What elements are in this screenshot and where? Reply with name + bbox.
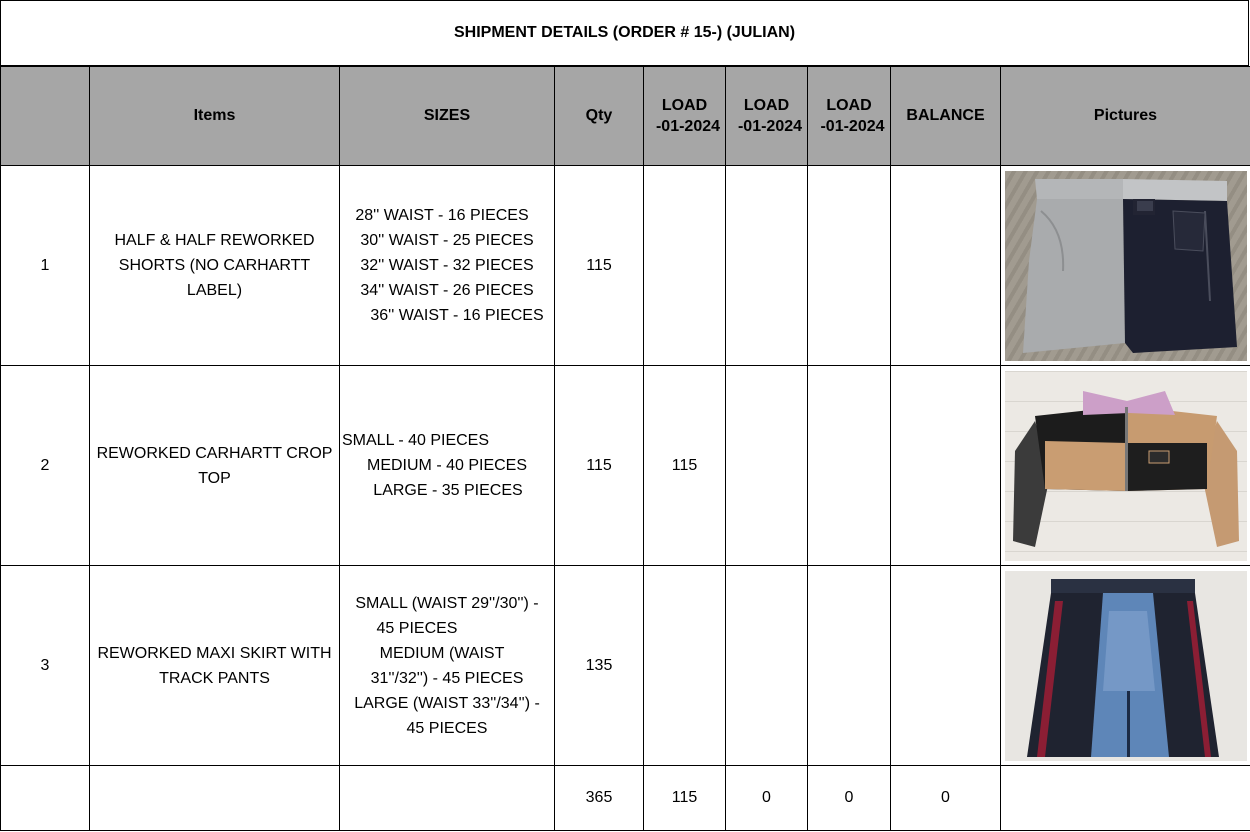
item-sizes (340, 166, 555, 366)
item-load-2 (726, 166, 808, 366)
size-line: 45 PIECES (376, 619, 458, 637)
total-load-1: 115 (644, 766, 726, 831)
item-name-line: SHORTS (NO CARHARTT LABEL) (118, 257, 311, 299)
size-line: LARGE (WAIST 33''/34'') - (354, 694, 540, 712)
total-balance: 0 (891, 766, 1001, 831)
shipment-table (0, 66, 1250, 831)
size-line: SMALL - 40 PIECES (342, 432, 490, 449)
header-load-3-line1: LOAD (826, 97, 872, 114)
header-items: Items (90, 67, 340, 166)
item-qty: 115 (555, 366, 644, 566)
header-row (1, 67, 1250, 166)
item-load-3 (808, 166, 891, 366)
header-load-1 (644, 67, 726, 166)
item-qty: 135 (555, 566, 644, 766)
size-line: LARGE - 35 PIECES (373, 482, 523, 499)
total-qty: 365 (555, 766, 644, 831)
size-line: 45 PIECES (406, 719, 488, 737)
total-load-2: 0 (726, 766, 808, 831)
item-sizes (340, 566, 555, 766)
item-load-3 (808, 566, 891, 766)
header-no (1, 67, 90, 166)
table-row (1, 166, 1250, 366)
item-qty: 115 (555, 166, 644, 366)
totals-empty-sizes (340, 766, 555, 831)
size-line: 36'' WAIST - 16 PIECES (370, 307, 544, 324)
size-line: 28'' WAIST - 16 PIECES (355, 207, 529, 224)
item-balance (891, 166, 1001, 366)
row-number: 3 (1, 566, 90, 766)
size-line: 32'' WAIST - 32 PIECES (360, 257, 534, 274)
item-load-2 (726, 366, 808, 566)
header-qty: Qty (555, 67, 644, 166)
header-load-1-line2: -01-2024 (655, 118, 721, 135)
item-load-1 (644, 566, 726, 766)
item-balance (891, 366, 1001, 566)
totals-empty-items (90, 766, 340, 831)
header-load-1-line1: LOAD (661, 97, 708, 114)
size-line: SMALL (WAIST 29''/30'') - (355, 594, 539, 612)
header-load-2-line2: -01-2024 (737, 118, 803, 135)
item-picture-cell (1001, 166, 1250, 366)
item-sizes (340, 366, 555, 566)
item-balance (891, 566, 1001, 766)
header-pictures: Pictures (1001, 67, 1250, 166)
item-load-1 (644, 166, 726, 366)
item-load-1: 115 (644, 366, 726, 566)
total-load-3: 0 (808, 766, 891, 831)
item-name-line: TOP (198, 469, 231, 487)
row-number: 1 (1, 166, 90, 366)
sheet-title: SHIPMENT DETAILS (ORDER # 15-) (JULIAN) (0, 0, 1249, 66)
table-row (1, 366, 1250, 566)
header-balance: BALANCE (891, 67, 1001, 166)
size-line: 34'' WAIST - 26 PIECES (360, 282, 534, 299)
crop-top-jacket-photo (1005, 371, 1247, 561)
item-name-line: REWORKED MAXI SKIRT WITH (97, 644, 332, 662)
item-picture-cell (1001, 566, 1250, 766)
size-line: 30'' WAIST - 25 PIECES (360, 232, 534, 249)
denim-skirt-photo (1005, 571, 1247, 761)
item-load-3 (808, 366, 891, 566)
item-name (90, 566, 340, 766)
header-sizes: SIZES (340, 67, 555, 166)
reworked-shorts-photo (1005, 171, 1247, 361)
item-load-2 (726, 566, 808, 766)
header-load-3 (808, 67, 891, 166)
row-number: 2 (1, 366, 90, 566)
item-name (90, 166, 340, 366)
item-name (90, 366, 340, 566)
header-load-3-line2: -01-2024 (820, 118, 885, 135)
header-load-2-line1: LOAD (743, 97, 790, 114)
totals-row (1, 766, 1250, 831)
item-name-line: TRACK PANTS (159, 669, 270, 687)
item-name-line: HALF & HALF REWORKED (114, 232, 315, 249)
size-line: MEDIUM (WAIST (379, 644, 505, 662)
totals-empty-no (1, 766, 90, 831)
totals-empty-pictures (1001, 766, 1250, 831)
size-line: MEDIUM - 40 PIECES (366, 457, 528, 474)
item-name-line: REWORKED CARHARTT CROP (96, 444, 333, 462)
item-picture-cell (1001, 366, 1250, 566)
size-line: 31''/32'') - 45 PIECES (370, 669, 524, 687)
table-row (1, 566, 1250, 766)
header-load-2 (726, 67, 808, 166)
